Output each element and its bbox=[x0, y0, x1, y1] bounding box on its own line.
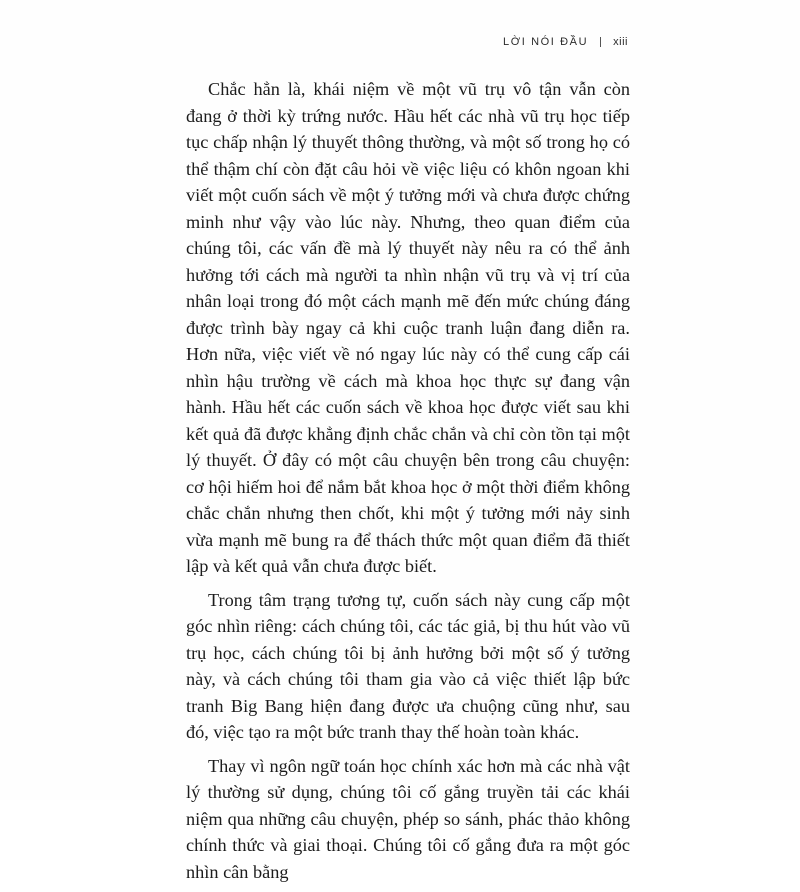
paragraph-1: Chắc hẳn là, khái niệm về một vũ trụ vô tận vẫn còn đang ở thời kỳ trứng nước. Hầu hết các nhà vũ trụ học tiếp tục chấp nhận lý thuyết thông thường, và một số trong họ có thể thậm chí còn đặt câu hỏi về việc liệu có khôn ngoan khi viết một cuốn sách về một ý tưởng mới và chưa được chứng minh như vậy vào lúc này. Nhưng, theo quan điểm của chúng tôi, các vấn đề mà lý thuyết này nêu ra có thể ảnh hưởng tới cách mà người ta nhìn nhận vũ trụ và vị trí của nhân loại trong đó một cách mạnh mẽ đến mức chúng đáng được trình bày ngay cả khi cuộc tranh luận đang diễn ra. Hơn nữa, việc viết về nó ngay lúc này có thể cung cấp cái nhìn hậu trường về cách mà khoa học thực sự đang vận hành. Hầu hết các cuốn sách về khoa học được viết sau khi kết quả đã được khẳng định chắc chắn và chỉ còn tồn tại một lý thuyết. Ở đây có một câu chuyện bên trong câu chuyện: cơ hội hiếm hoi để nắm bắt khoa học ở một thời điểm không chắc chắn nhưng then chốt, khi một ý tưởng mới nảy sinh vừa mạnh mẽ bung ra để thách thức một quan điểm đã thiết lập và kết quả vẫn chưa được biết. bbox=[186, 79, 630, 576]
running-header bbox=[503, 36, 628, 48]
section-title: LỜI NÓI ĐẦU bbox=[503, 36, 589, 48]
header-divider bbox=[600, 37, 601, 47]
body-text bbox=[186, 76, 630, 892]
paragraph-2: Trong tâm trạng tương tự, cuốn sách này cung cấp một góc nhìn riêng: cách chúng tôi, các tác giả, bị thu hút vào vũ trụ học, cách chúng tôi bị ảnh hưởng bởi một số ý tưởng này, và cách chúng tôi tham gia vào cả việc thiết lập bức tranh Big Bang hiện đang được ưa chuộng cũng như, sau đó, việc tạo ra một bức tranh thay thế hoàn toàn khác. bbox=[186, 589, 630, 742]
page-number: xiii bbox=[613, 36, 628, 48]
paragraph-3: Thay vì ngôn ngữ toán học chính xác hơn mà các nhà vật lý thường sử dụng, chúng tôi cố gắng truyền tải các khái niệm qua những câu chuyện, phép so sánh, phác thảo không chính thức và giai thoại. Chúng tôi cố gắng đưa ra một góc nhìn cân bằng bbox=[186, 755, 630, 882]
